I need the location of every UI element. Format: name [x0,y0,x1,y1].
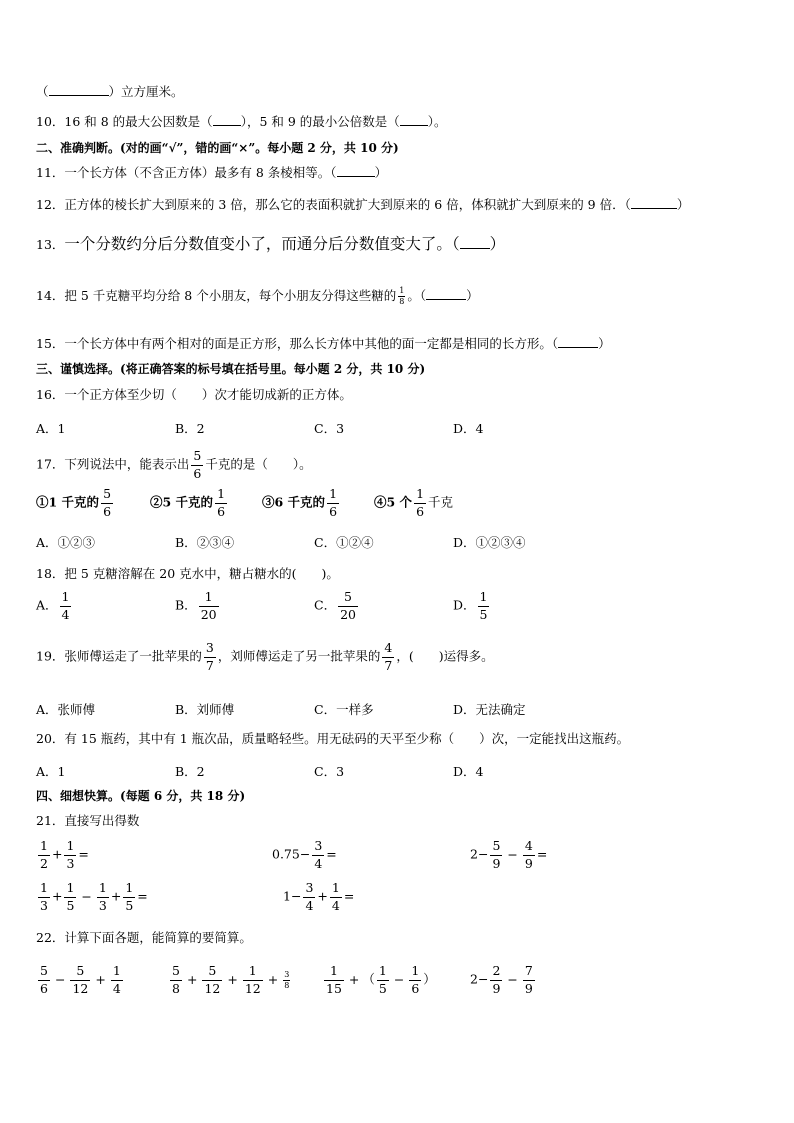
math-token: 3 [205,640,214,655]
math-token: 1 [40,838,48,853]
math-token: ） [374,165,388,180]
fraction [490,965,502,995]
fraction [38,965,50,995]
math-token: 把 5 克糖溶解在 20 克水中，糖占糖水的( )。 [64,566,339,581]
fraction [204,642,216,672]
fraction [478,591,490,621]
fraction [243,965,263,995]
math-token: 3 [314,838,323,853]
expr-22-2 [168,965,292,995]
math-token: ④5 个 [374,494,413,510]
math-token: B． [175,597,197,613]
math-token: 16 和 8 的最大公因数是（ [64,114,213,129]
math-token: 1 [248,963,257,978]
math-token: 15． [36,336,65,351]
math-token: − [507,846,518,862]
math-token: 1 [204,589,213,604]
math-token: 19． [36,648,65,664]
q17-option-b[interactable]: B．②③④ [175,535,235,550]
fraction [398,287,405,306]
math-token: ），5 和 9 的最小公倍数是（ [240,114,400,129]
question-13 [36,235,505,254]
math-token: 12 [72,980,89,996]
fraction [523,840,535,870]
answer-blank[interactable] [558,335,598,348]
math-token: 9 [524,980,533,996]
math-token: 8 [399,297,405,306]
expr-22-3 [322,965,436,995]
math-token: 1 [329,486,338,501]
math-token: 有 15 瓶药，其中有 1 瓶次品，质量略轻些。用无砝码的天平至少称（ ）次，一定能找出这瓶药。 [64,731,630,746]
math-token: 1 [217,486,226,501]
fraction [111,965,123,995]
q17-item-3 [262,488,341,518]
section-2-heading: 二、准确判断。(对的画“√”，错的画“×”。每小题 2 分，共 10 分) [36,141,399,155]
math-token: 一个正方体至少切（ ）次才能切成新的正方体。 [64,387,352,402]
question-14 [36,287,479,306]
math-token: 。（ [407,288,427,303]
q20-option-c[interactable]: C．3 [314,764,345,779]
question-10 [36,113,447,131]
fraction [123,882,135,912]
expr-21-2 [272,840,337,870]
math-token: 1 [66,880,75,895]
fraction [382,642,394,672]
math-token: 12． [36,197,65,212]
math-token: 4 [112,980,121,996]
math-token: + [348,971,360,987]
q17-option-d[interactable]: D．①②③④ [453,535,526,550]
math-token: 9 [492,855,501,871]
fraction [490,840,502,870]
question-18 [36,565,339,583]
math-token: − [81,888,92,904]
math-token: ） [423,971,436,987]
math-token: 正方体的棱长扩大到原来的 3 倍，那么它的表面积就扩大到原来的 6 倍，体积就扩大到原来的 9 倍．（ [64,197,631,212]
fraction [414,488,426,518]
math-token: 1 [479,589,488,604]
math-token: 15 [326,980,342,996]
math-token: C． [314,597,337,613]
math-token: = [137,888,148,904]
fraction [170,965,182,995]
math-token: − [507,971,518,987]
math-token: ） [676,197,690,212]
fraction [324,965,344,995]
q18-option-d[interactable] [453,591,491,621]
math-token: 6 [329,503,338,519]
math-token: 17． [36,456,65,472]
fraction [202,965,222,995]
q17-item-2 [150,488,229,518]
math-token: 4 [61,606,70,622]
fraction [199,591,219,621]
answer-blank[interactable] [426,287,466,300]
math-token: 7 [524,963,533,978]
math-token: 1 [331,880,340,895]
math-token: 1 [399,286,405,295]
math-token: ③6 千克的 [262,494,326,510]
math-token: 4 [305,897,314,913]
math-token: ②5 千克的 [150,494,214,510]
math-token: 一个长方体（不含正方体）最多有 8 条棱相等。（ [64,165,337,180]
math-token: 20． [36,731,65,746]
expr-21-1 [36,840,89,870]
q19-option-b[interactable]: B．刘师傅 [175,702,235,717]
math-token: 9 [492,980,501,996]
math-token: 21． [36,813,65,828]
math-token: + [95,971,106,987]
math-token: + [267,971,279,987]
fraction [523,965,535,995]
q19-option-a[interactable]: A．张师傅 [36,702,96,717]
math-token: 6 [103,503,112,519]
fraction [377,965,389,995]
fraction [70,965,90,995]
math-token: 1 [66,838,75,853]
fraction [312,840,324,870]
math-token: 5 [172,963,180,978]
math-token: + [317,888,328,904]
q16-option-b[interactable]: B．2 [175,421,205,436]
math-token: 16． [36,387,65,402]
math-token: 4 [524,838,533,853]
math-token: + [110,888,122,904]
math-token: 1 [125,880,134,895]
math-token: 2− [470,971,489,987]
q18-option-b[interactable] [175,591,221,621]
math-token: 14． [36,288,65,303]
math-token: 5 [479,606,488,622]
fraction [409,965,421,995]
math-token: 4 [331,897,340,913]
q19-option-c[interactable]: C．一样多 [314,702,374,717]
math-token: = [536,846,548,862]
math-token: 千克 [428,494,454,510]
math-token: ） [598,336,611,351]
math-token: 1− [283,888,302,904]
math-token: 1 [98,880,107,895]
answer-blank[interactable] [631,196,677,209]
fraction [38,840,50,870]
math-token: 5 [208,963,217,978]
q17-option-c[interactable]: C．①②④ [314,535,374,550]
math-token: + [186,971,198,987]
math-token: = [78,846,89,862]
math-token: 5 [66,897,75,913]
math-token: 3 [66,855,75,871]
math-token: ） [466,288,479,303]
math-token: 22． [36,930,65,945]
math-token: 2− [470,846,489,862]
math-token: 直接写出得数 [64,813,140,828]
math-token: + [51,888,63,904]
math-token: 13． [36,237,65,252]
math-token: 3 [284,969,290,979]
math-token: 1 [411,963,420,978]
math-token: 1 [112,963,121,978]
math-token: ） [108,84,122,99]
math-token: + [227,971,238,987]
math-token: 立方厘米。 [121,84,184,99]
q16-option-a[interactable]: A．1 [36,421,66,436]
math-token: = [343,888,355,904]
math-token: 计算下面各题，能简算的要简算。 [64,930,252,945]
math-token: D． [453,597,476,613]
math-token: 10． [36,114,65,129]
math-token: 5 [103,486,112,501]
math-token: + [51,846,63,862]
answer-blank[interactable] [213,113,241,126]
q9-tail [36,83,184,101]
question-19 [36,642,494,672]
q16-option-d[interactable]: D．4 [453,421,484,436]
math-token: = [326,846,337,862]
math-token: 7 [205,657,214,673]
answer-blank[interactable] [49,83,109,96]
q18-option-a[interactable] [36,591,73,621]
math-token: 1 [329,963,338,978]
math-token: 7 [384,657,393,673]
question-20 [36,730,629,748]
math-token: 5 [40,963,48,978]
answer-blank[interactable] [460,236,490,249]
math-token: 12 [244,980,261,996]
fraction [97,882,109,912]
math-token: 11． [36,165,65,180]
section-4-heading: 四、细想快算。(每题 6 分，共 18 分) [36,789,246,803]
math-token: 2 [40,855,48,871]
math-token: 20 [340,606,356,622]
math-token: （ [362,971,375,987]
math-token: ①1 千克的 [36,494,100,510]
math-token: 5 [125,897,134,913]
math-token: 5 [76,963,85,978]
math-token: ）。 [427,114,447,129]
math-token: 3 [305,880,314,895]
expr-22-1 [36,965,125,995]
q16-option-c[interactable]: C．3 [314,421,345,436]
math-token: 5 [492,838,501,853]
question-11 [36,164,387,182]
math-token: 6 [416,503,425,519]
fraction [330,882,342,912]
math-token: 1 [378,963,387,978]
math-token: − [54,971,66,987]
math-token: 6 [40,980,48,996]
q19-option-d[interactable]: D．无法确定 [453,702,526,717]
math-token: 1 [40,880,48,895]
math-token: 一个长方体中有两个相对的面是正方形，那么长方体中其他的面一定都是相同的长方形。（ [64,336,559,351]
fraction [303,882,315,912]
math-token: 6 [193,465,202,481]
math-token: ，( )运得多。 [396,648,494,664]
fraction [101,488,113,518]
q20-option-b[interactable]: B．2 [175,764,205,779]
math-token: 8 [284,980,290,990]
math-token: 8 [172,980,180,996]
fraction [60,591,72,621]
math-token: 4 [384,640,393,655]
q20-option-a[interactable]: A．1 [36,764,66,779]
math-token: 一个分数约分后分数值变小了，而通分后分数值变大了。（ [64,235,460,253]
fraction [215,488,227,518]
fraction [38,882,50,912]
math-token: 5 [378,980,387,996]
question-12 [36,196,689,214]
math-token: （ [36,84,49,99]
question-21 [36,812,139,830]
math-token: 0.75− [272,846,311,862]
expr-21-4 [36,882,148,912]
question-16 [36,386,352,404]
fraction [64,840,76,870]
math-token: 2 [492,963,501,978]
q20-option-d[interactable]: D．4 [453,764,484,779]
question-22 [36,929,252,947]
math-token: 5 [193,448,202,463]
math-token: 9 [524,855,533,871]
q18-option-c[interactable] [314,591,360,621]
expr-22-4 [470,965,537,995]
math-token: 3 [98,897,107,913]
math-token: 5 [344,589,352,604]
math-token: 把 5 千克糖平均分给 8 个小朋友，每个小朋友分得这些糖的 [64,288,397,303]
math-token: A． [36,597,58,613]
q17-item-1 [36,488,115,518]
math-token: 4 [314,855,323,871]
answer-blank[interactable] [400,113,428,126]
question-15 [36,335,611,353]
math-token: 千克的是（ ）。 [205,456,312,472]
question-17 [36,450,312,480]
fraction [191,450,203,480]
fraction [338,591,358,621]
math-token: 20 [200,606,217,622]
fraction [283,971,290,990]
fraction [327,488,339,518]
q17-option-a[interactable]: A．①②③ [36,535,96,550]
math-token: ，刘师傅运走了另一批苹果的 [217,648,381,664]
math-token: 下列说法中，能表示出 [64,456,190,472]
q17-item-4 [374,488,453,518]
math-token: 12 [204,980,221,996]
section-3-heading: 三、谨慎选择。(将正确答案的标号填在括号里。每小题 2 分，共 10 分) [36,362,426,376]
math-token: − [393,971,405,987]
math-token: 3 [40,897,48,913]
math-token: 1 [416,486,425,501]
math-token: 18． [36,566,65,581]
fraction [64,882,76,912]
math-token: 6 [217,503,226,519]
math-token: 张师傅运走了一批苹果的 [64,648,202,664]
answer-blank[interactable] [337,164,375,177]
expr-21-5 [283,882,354,912]
math-token: 6 [411,980,420,996]
math-token: ） [489,235,506,253]
math-token: 1 [61,589,70,604]
expr-21-3 [470,840,547,870]
